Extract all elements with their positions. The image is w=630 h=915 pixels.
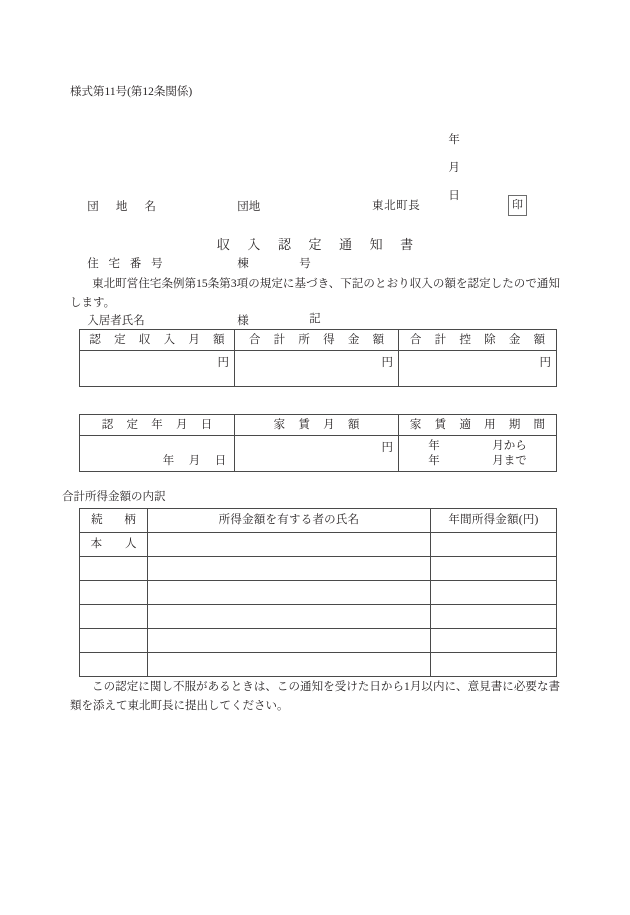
- rent-value-cert-date[interactable]: [80, 436, 235, 472]
- period-from-line: [399, 439, 556, 454]
- breakdown-relation-4[interactable]: [80, 629, 148, 653]
- income-header-total-income: 合 計 所 得 金 額: [235, 330, 399, 351]
- period-to-month: 月まで: [492, 455, 527, 467]
- danchi-name-label: 団 地 名: [87, 201, 164, 213]
- period-to-year: 年: [428, 455, 440, 467]
- breakdown-header-row: [80, 509, 557, 533]
- period-from-year: 年: [428, 440, 440, 452]
- breakdown-name-0[interactable]: [148, 533, 431, 557]
- table-row: [80, 581, 557, 605]
- issuer-name: 東北町長: [372, 200, 421, 212]
- income-unit-monthly: 円: [217, 357, 229, 369]
- period-to-line: [399, 454, 556, 469]
- house-number-unit: 棟: [237, 258, 249, 270]
- document-title: 収入認定通知書: [216, 237, 431, 252]
- breakdown-amount-2[interactable]: [431, 581, 557, 605]
- period-fields: [399, 439, 556, 469]
- form-number: 様式第11号(第12条関係): [70, 86, 193, 98]
- cert-date-year: 年: [162, 455, 176, 467]
- cert-date-fields: [163, 452, 228, 468]
- cert-date-month: 月: [188, 455, 202, 467]
- income-header-total-deduction: 合 計 控 除 金 額: [399, 330, 557, 351]
- recipient-row-danchi: [70, 179, 311, 213]
- breakdown-label: 合計所得金額の内訳: [62, 491, 166, 503]
- breakdown-amount-0[interactable]: [431, 533, 557, 557]
- body-paragraph-text: 東北町営住宅条例第15条第3項の規定に基づき、下記のとおり収入の額を認定したので通知します。: [70, 278, 560, 309]
- income-header-monthly: 認 定 収 入 月 額: [80, 330, 235, 351]
- income-table: [79, 329, 557, 387]
- rent-value-period[interactable]: [399, 436, 557, 472]
- seal-box: 印: [508, 195, 527, 216]
- breakdown-relation-1[interactable]: [80, 557, 148, 581]
- income-table-header-row: [80, 330, 557, 351]
- danchi-name-value: 団地: [237, 201, 261, 213]
- period-from-month: 月から: [492, 440, 527, 452]
- breakdown-header-amount: 年間所得金額(円): [431, 509, 557, 533]
- ki-marker: 記: [309, 313, 321, 325]
- income-value-monthly[interactable]: [80, 351, 235, 387]
- breakdown-header-relation: 続 柄: [80, 509, 148, 533]
- date-line: [430, 119, 478, 215]
- breakdown-name-3[interactable]: [148, 605, 431, 629]
- breakdown-amount-4[interactable]: [431, 629, 557, 653]
- breakdown-relation-3[interactable]: [80, 605, 148, 629]
- table-row: [80, 629, 557, 653]
- date-month-label: 月: [448, 162, 462, 174]
- rent-header-cert-date: 認 定 年 月 日: [80, 415, 235, 436]
- income-unit-total-income: 円: [381, 357, 393, 369]
- rent-table-value-row: [80, 436, 557, 472]
- date-year-label: 年: [448, 134, 462, 146]
- resident-name-label: 入居者氏名: [87, 315, 145, 327]
- breakdown-amount-3[interactable]: [431, 605, 557, 629]
- table-row: [80, 533, 557, 557]
- breakdown-relation-2[interactable]: [80, 581, 148, 605]
- rent-header-monthly-rent: 家 賃 月 額: [235, 415, 399, 436]
- breakdown-relation-0[interactable]: 本 人: [80, 533, 148, 557]
- rent-unit-monthly: 円: [381, 442, 393, 454]
- income-value-total-income[interactable]: [235, 351, 399, 387]
- income-value-total-deduction[interactable]: [399, 351, 557, 387]
- breakdown-amount-1[interactable]: [431, 557, 557, 581]
- closing-paragraph: [70, 678, 560, 716]
- breakdown-table: [79, 508, 557, 677]
- body-paragraph: [70, 275, 560, 313]
- breakdown-name-4[interactable]: [148, 629, 431, 653]
- breakdown-amount-5[interactable]: [431, 653, 557, 677]
- cert-date-day: 日: [214, 455, 228, 467]
- table-row: [80, 653, 557, 677]
- breakdown-name-2[interactable]: [148, 581, 431, 605]
- rent-value-monthly-rent[interactable]: [235, 436, 399, 472]
- rent-table: [79, 414, 557, 472]
- closing-paragraph-text: この認定に関し不服があるときは、この通知を受けた日から1月以内に、意見書に必要な書類を添えて東北町長に提出してください。: [70, 681, 560, 712]
- breakdown-relation-5[interactable]: [80, 653, 148, 677]
- house-number-label: 住 宅 番 号: [87, 258, 167, 270]
- date-day-label: 日: [448, 190, 462, 202]
- resident-honorific: 様: [237, 315, 249, 327]
- breakdown-name-1[interactable]: [148, 557, 431, 581]
- breakdown-name-5[interactable]: [148, 653, 431, 677]
- income-table-value-row: [80, 351, 557, 387]
- table-row: [80, 605, 557, 629]
- breakdown-header-name: 所得金額を有する者の氏名: [148, 509, 431, 533]
- house-number-value: 号: [299, 258, 311, 270]
- rent-header-period: 家 賃 適 用 期 間: [399, 415, 557, 436]
- rent-table-header-row: [80, 415, 557, 436]
- table-row: [80, 557, 557, 581]
- income-unit-total-deduction: 円: [539, 357, 551, 369]
